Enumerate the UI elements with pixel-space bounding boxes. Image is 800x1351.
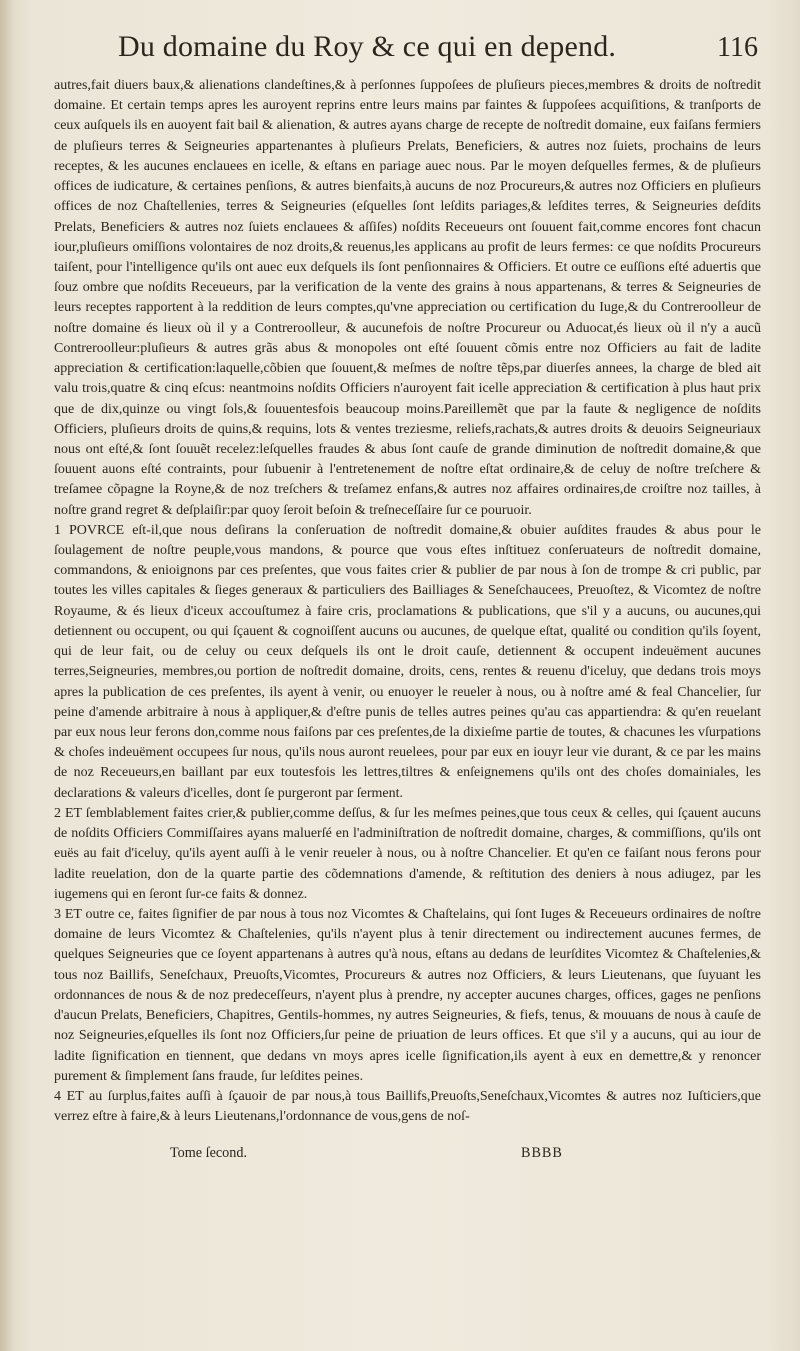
folio-number: 116 — [717, 32, 758, 63]
page-gutter-shadow — [0, 0, 14, 1351]
paragraph-preamble: autres,fait diuers baux,& alienations clandeſtines,& à perſonnes ſuppoſees de pluſieurs pieces,membres & droits de noſtredit domaine. Et certain temps apres les auroyent reprins entre leurs mains par faintes & ſuppoſees acquiſitions, & tranſports de ceux auſquels ils en auoyent fait bail & alienation, & autres ayans charge de recepte de noſtredit domaine, eux faiſans fermiers de pluſieurs terres & Seigneuries appartenantes à pluſieurs Prelats, Beneficiers, & autres noz ſuiets, prochains de leurs receptes, & les aucunes enclauees en icelle, & eſtans en pariage auec nous. Par le moyen deſquelles fermes, & de pluſieurs offices de iudicature, & certaines penſions, & autres bienfaits,à aucuns de noz Procureurs,& autres noz Officiers en pluſieurs offices de noz Chaſtellenies, terres & Seigneuries (eſquelles ſont leſdits pariages,& leſdites terres, & Seigneuries deſdits Prelats, Beneficiers & autres noz ſuiets enclauees & aſſiſes) noſdits Receueurs ont ſouuent fait,comme encores font chacun iour,pluſieurs omiſſions volontaires de noz droits,& reuenus,les applicans au profit de leurs fermes: ce que noſdits Procureurs taiſent, pour l'intelligence qu'ils ont auec eux deſquels ils ſont penſionnaires & Officiers. Et outre ce euſſions eſté aduertis que ſouz ombre que noſdits Receueurs, par la verification de la vente des grains à nous appartenans, & terres & Seigneuries de leurs receptes rapportent à la reddition de leurs comptes,qu'vne appreciation ou certification du Iuge,& du Contreroolleur de noſtre domaine és lieux où il y a Contreroolleur, & aucunefois de noſtre Procureur ou Aduocat,és lieux où il n'y a aucũ Contreroolleur:pluſieurs & autres grãs abus & monopoles ont eſté ſouuent cõmis entre noz Officiers au fait de ladite appreciation & certification:laquelle,cõbien que ſouuent,& meſmes de noſtre tẽps,par diuerſes annees, la charge de bled ait valu trois,quatre & cinq eſcus: neantmoins noſdits Officiers n'auroyent fait icelle appreciation & certification à plus haut prix que de dix,quinze ou vingt ſols,& ſouuentesfois beaucoup moins.Pareillemẽt que par la faute & negligence de noſdits Officiers, pluſieurs droits de quins,& requins, lots & ventes treziesme, reliefs,rachats,& autres droits & deuoirs Seigneuriaux nous ont eſté,& ſont ſouuẽt recelez:leſquelles fraudes & abus ſont cauſe de grande diminution de noſtredit domaine,& que ſouuent auons eſté contraints, pour ſubuenir à l'entretenement de noſtre eſtat ordinaire,& de celuy de noſtre treſchere & treſamee cõpagne la Royne,& de noz treſchers & treſamez enfans,& autres noz affaires ordinaires,de croiſtre noz tailles, à noſtre grand regret & deſplaiſir:par quoy ſeroit beſoin & treſneceſſaire ſur ce pouruoir. — [54, 78, 761, 518]
paragraph-article-2: 2 ET ſemblablement faites crier,& publier,comme deſſus, & ſur les meſmes peines,que tous ceux & celles, qui ſçauent aucuns de noſdits Officiers Commiſſaires ayans maluerſé en l'adminiſtration de noſtredit domaine, charges, & commiſſions, qu'ils ont euës au fait d'iceluy, qu'ils ayent auſſi à le venir reueler à nous, ou à noſtre Chancelier. Et qu'en ce faiſant nous ferons pour ladite reuelation, don de la quarte partie des cõdemnations d'amende, & reſtitution des deniers à nous adiugez, par les iugemens qui en ſeront ſur-ce faits & donnez. — [54, 805, 761, 902]
running-title: Du domaine du Roy & ce qui en depend. — [118, 30, 617, 63]
paragraph-article-4: 4 ET au ſurplus,faites auſſi à ſçauoir de par nous,à tous Baillifs,Preuoſts,Seneſchaux,Vicomtes & autres noz Iuſticiers,que verrez eſtre à faire,& à leurs Lieutenans,l'ordonnance de vous,gens de noſ- — [54, 1088, 761, 1125]
signature-mark: Tome ſecond. — [170, 1145, 248, 1161]
body-text — [54, 76, 761, 1127]
paragraph-article-3: 3 ET outre ce, faites ſignifier de par nous à tous noz Vicomtes & Chaſtelains, qui ſont Iuges & Receueurs ordinaires de noſtre domaine de leurs Vicomtez & Chaſtelenies, qu'ils n'ayent plus à tenir directement ou indirectement aucunes fermes, de quelques Seigneuries que ce ſoyent appartenans à autres qu'à nous, eſtans au dedans de leurſdites Vicomtez & Chaſtelenies,& tous noz Baillifs, Seneſchaux, Preuoſts,Vicomtes, Procureurs & autres noz Officiers, & leurs Lieutenans, que ſuyuant les ordonnances de nous & de noz predeceſſeurs, n'ayent plus à prendre, ny accepter aucunes charges, offices, gages ne penſions d'aucun Prelats, Beneficiers, Chapitres, Gentils-hommes, ny autres Seigneuries, & fiefs, tenus, & mouuans de nous à cauſe de noz Seigneuries,eſquelles ils ſont noz Officiers,ſur peine de priuation de leurs offices. Et que s'il y a aucuns, qui au iour de ladite ſignification en tiennent, que dedans vn moys apres icelle ſignification,ils ayent à eux en demettre,& y renoncer purement & ſimplement ſans fraude, ſur leſdites peines. — [54, 906, 761, 1084]
page-header — [118, 30, 758, 74]
quire-signature: BBBB — [521, 1145, 563, 1161]
page-footer — [54, 1145, 761, 1167]
paragraph-article-1: 1 POVRCE eſt-il,que nous deſirans la conſeruation de noſtredit domaine,& obuier auſdites fraudes & abus pour le ſoulagement de noſtre peuple,vous mandons, & pource que vous eſtes inſtituez conſeruateurs de noſtredit domaine, commandons, & enioignons par ces preſentes, que vous faites crier & publier de par nous à ſon de trompe & cri public, par toutes les villes capitales & ſieges generaux & particuliers des Bailliages & Seneſchaucees, Preuoſtez, & Vicomtez de noſtre Royaume, & és lieux d'iceux accouſtumez à faire cris, proclamations & publications, que s'il y a aucuns, ou aucunes,qui detiennent ou occupent, ou qui ſçauent & cognoiſſent aucuns ou aucunes, de quelque eſtat, qualité ou condition qu'ils ſoyent, qui de leur fait, ou de celuy ou ceux deſquels ils ont le droit cauſe, detiennent & occupent indeuëment aucunes terres,Seigneuries, membres,ou portion de noſtredit domaine, droits, cens, rentes & reuenu d'iceluy, que dedans trois moys apres la publication de ces preſentes, ils ayent à venir, ou enuoyer le reueler à nous, ou à noſtre amé & feal Chancelier, ſur peine d'amende arbitraire à nous à appliquer,& d'eſtre punis de telles autres peines qu'au cas appartiendra: & qu'en reuelant par eux nous leur ferons don,comme nous faiſons par ces preſentes,de la dixieſme partie de toutes, & chacunes les vſurpations & choſes indeuëment occupees ſur nous, qu'ils nous auront reuelees, pour par eux en iouyr leur vie durant, & ce par les mains de noz Receueurs,en baillant par eux toutesfois les lettres,tiltres & enſeignemens qu'ils ont des choſes domainiales, les declarations & valeurs d'icelles, dont ſe purgeront par ſerment. — [54, 522, 761, 801]
